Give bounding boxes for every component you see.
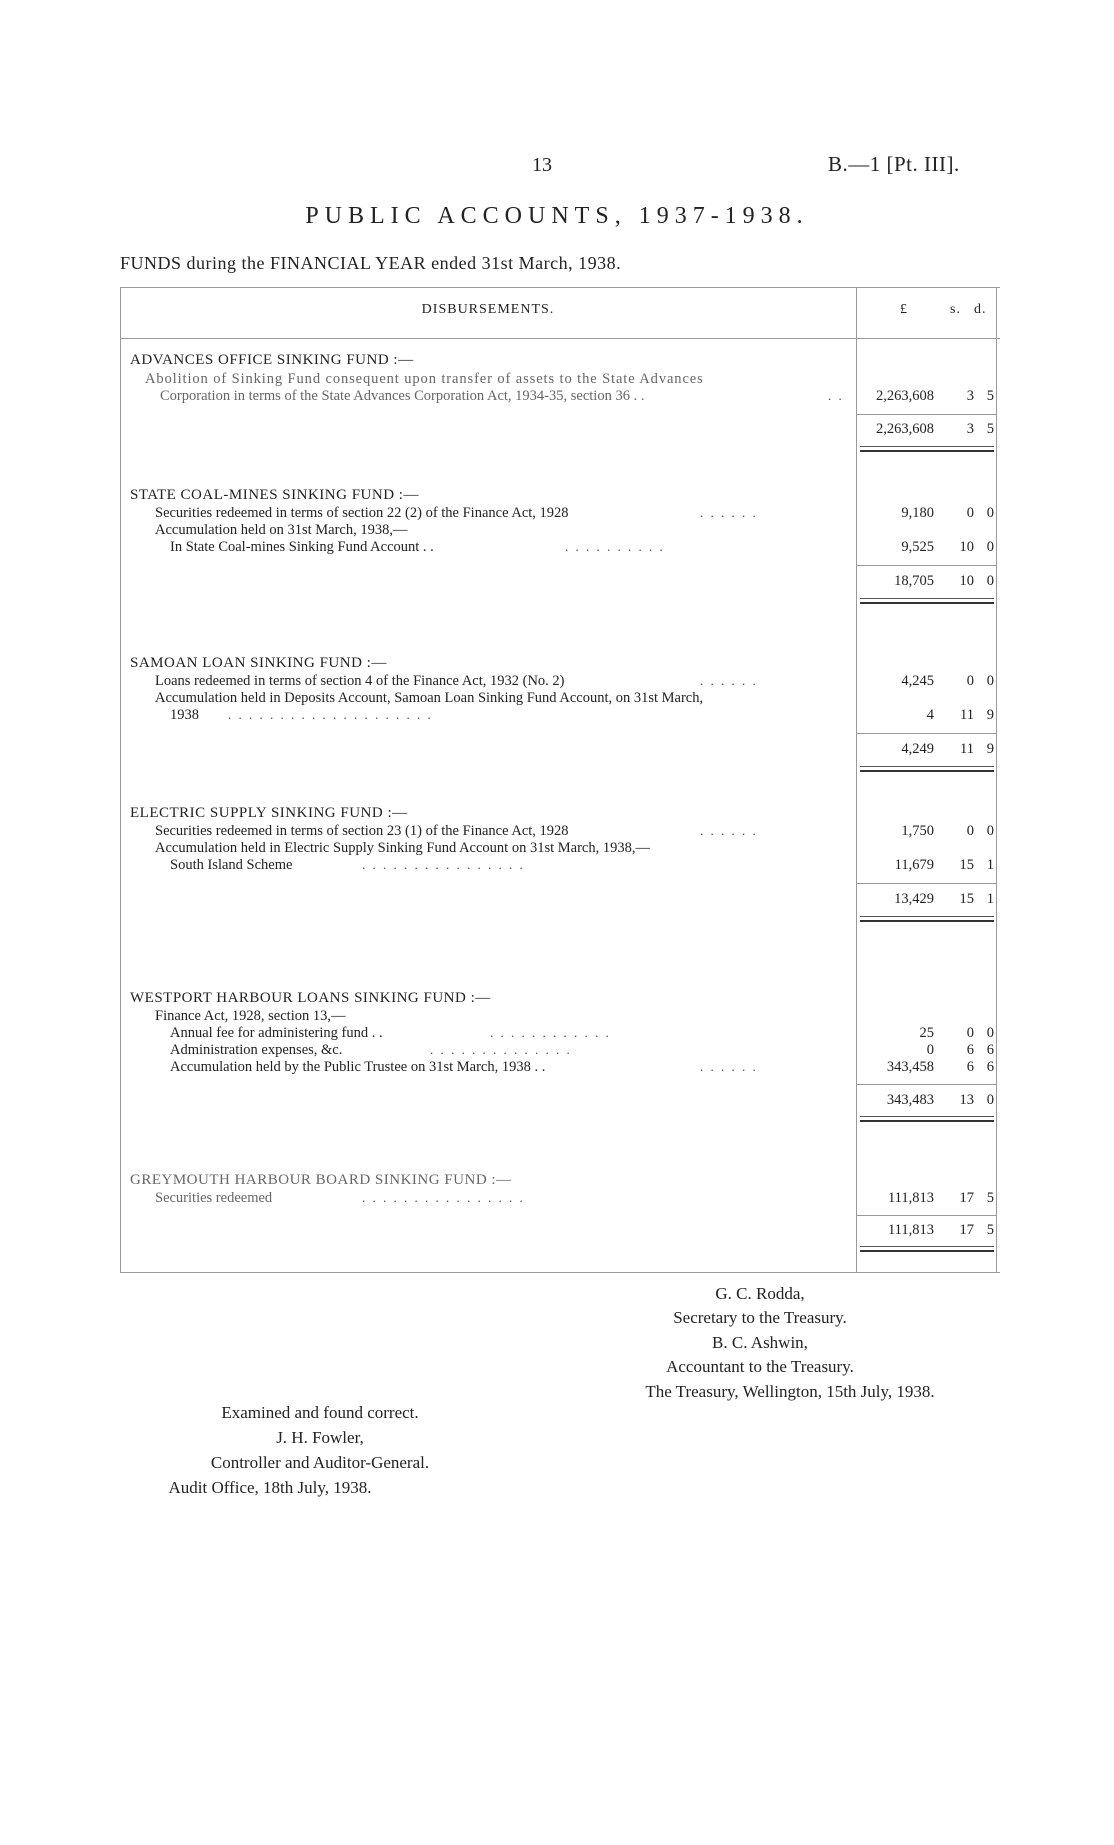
amount-pounds: 343,458 (886, 1059, 934, 1075)
total-pence: 9 (986, 741, 994, 757)
amount-shillings: 0 (966, 673, 974, 689)
signature-place-date: Audit Office, 18th July, 1938. (168, 1478, 372, 1497)
total-pounds: 343,483 (886, 1092, 934, 1108)
total-double-rule (860, 1246, 994, 1252)
amount-pence: 6 (986, 1042, 994, 1058)
amount-pence: 5 (986, 388, 994, 404)
line-text: Securities redeemed in terms of section 22 (2) of the Finance Act, 1928 (155, 505, 569, 521)
leader-dots: . . . . . . . . . . . . . . (430, 1042, 572, 1057)
signature-place-date: The Treasury, Wellington, 15th July, 1938. (645, 1382, 935, 1401)
amount-shillings: 10 (959, 539, 974, 555)
signatory-title: Secretary to the Treasury. (673, 1308, 847, 1327)
section-title: STATE COAL-MINES SINKING FUND :— (130, 487, 419, 503)
line-text: Finance Act, 1928, section 13,— (155, 1008, 346, 1024)
line-text: Securities redeemed in terms of section 23 (1) of the Finance Act, 1928 (155, 823, 569, 839)
total-pence: 1 (986, 891, 994, 907)
column-shillings-header: s. (950, 302, 961, 317)
column-pence-header: d. (974, 302, 987, 317)
amount-pence: 9 (986, 707, 994, 723)
amount-shillings: 17 (959, 1190, 974, 1206)
amount-pounds: 9,180 (901, 505, 934, 521)
total-pounds: 4,249 (901, 741, 934, 757)
table-top-rule (120, 287, 1000, 288)
leader-dots: . . . . . . (700, 505, 758, 520)
total-pounds: 111,813 (887, 1222, 934, 1238)
subtotal-rule (856, 565, 996, 566)
line-text: In State Coal-mines Sinking Fund Account . . (170, 539, 434, 555)
amount-pence: 0 (986, 1025, 994, 1041)
line-text: Securities redeemed (155, 1190, 273, 1206)
amount-shillings: 0 (966, 1025, 974, 1041)
section-title: ELECTRIC SUPPLY SINKING FUND :— (130, 805, 408, 821)
table-header-rule (120, 338, 1000, 339)
line-text: Accumulation held on 31st March, 1938,— (155, 522, 408, 538)
subtotal-rule (856, 883, 996, 884)
total-pence: 0 (986, 1092, 994, 1108)
table-column-divider (856, 287, 857, 1272)
line-text: South Island Scheme (170, 857, 293, 873)
leader-dots: . . . . . . (700, 673, 758, 688)
amount-pounds: 0 (926, 1042, 934, 1058)
line-text: Abolition of Sinking Fund consequent upon transfer of assets to the State Advances (145, 371, 704, 387)
total-pounds: 13,429 (894, 891, 934, 907)
column-pounds-header: £ (900, 302, 908, 317)
total-shillings: 17 (959, 1222, 974, 1238)
line-text: 1938 (170, 707, 199, 723)
table-right-border (996, 287, 997, 1272)
amount-pence: 0 (986, 673, 994, 689)
table-heading: DISBURSEMENTS. (421, 302, 555, 317)
signatory-name: B. C. Ashwin, (712, 1333, 808, 1352)
section-title: GREYMOUTH HARBOUR BOARD SINKING FUND :— (130, 1172, 512, 1188)
line-text: Accumulation held in Electric Supply Sinking Fund Account on 31st March, 1938,— (155, 840, 650, 856)
total-double-rule (860, 766, 994, 772)
subtotal-rule (856, 1084, 996, 1085)
amount-pence: 5 (986, 1190, 994, 1206)
leader-dots: . . . . . . (700, 823, 758, 838)
total-shillings: 10 (959, 573, 974, 589)
total-pence: 0 (986, 573, 994, 589)
line-text: Accumulation held in Deposits Account, Samoan Loan Sinking Fund Account, on 31st March, (155, 690, 704, 706)
amount-shillings: 3 (966, 388, 974, 404)
line-text: Loans redeemed in terms of section 4 of the Finance Act, 1932 (No. 2) (155, 673, 565, 689)
amount-pounds: 4 (926, 707, 934, 723)
amount-pence: 6 (986, 1059, 994, 1075)
leader-dots: . . . . . . (700, 1059, 758, 1074)
signatory-title: Controller and Auditor-General. (210, 1453, 430, 1472)
amount-pounds: 11,679 (894, 857, 934, 873)
subtotal-rule (856, 1215, 996, 1216)
leader-dots: . . . . . . . . . . . . . . . . (362, 1190, 525, 1205)
amount-pence: 1 (986, 857, 994, 873)
amount-pounds: 2,263,608 (876, 388, 934, 404)
line-text: Corporation in terms of the State Advances Corporation Act, 1934-35, section 36 . . (160, 388, 645, 404)
total-shillings: 11 (960, 741, 974, 757)
section-title: ADVANCES OFFICE SINKING FUND :— (130, 352, 414, 368)
leader-dots: . . . . . . . . . . (565, 539, 665, 554)
section-title: WESTPORT HARBOUR LOANS SINKING FUND :— (130, 990, 491, 1006)
amount-pence: 0 (986, 505, 994, 521)
amount-pounds: 25 (919, 1025, 934, 1041)
leader-dots: . . . . . . . . . . . . (490, 1025, 611, 1040)
page-number: 13 (532, 154, 552, 176)
line-text: Administration expenses, &c. (170, 1042, 343, 1058)
total-pence: 5 (986, 421, 994, 437)
subtotal-rule (856, 414, 996, 415)
line-text: Annual fee for administering fund . . (170, 1025, 383, 1041)
total-double-rule (860, 598, 994, 604)
total-shillings: 3 (966, 421, 974, 437)
total-double-rule (860, 1116, 994, 1122)
amount-pounds: 111,813 (887, 1190, 934, 1206)
amount-shillings: 6 (966, 1042, 974, 1058)
total-pounds: 2,263,608 (876, 421, 934, 437)
signatory-name: J. H. Fowler, (276, 1428, 364, 1447)
table-bottom-rule (120, 1272, 1000, 1273)
audit-statement: Examined and found correct. (221, 1403, 419, 1422)
amount-shillings: 11 (960, 707, 974, 723)
leader-dots: . . . . . . . . . . . . . . . . (362, 857, 525, 872)
table-left-border (120, 287, 121, 1272)
amount-shillings: 0 (966, 823, 974, 839)
leader-dots: . . . . . . . . . . . . . . . . . . . . (228, 707, 433, 722)
total-pounds: 18,705 (894, 573, 934, 589)
page-title: PUBLIC ACCOUNTS, 1937-1938. (305, 203, 809, 229)
amount-pounds: 9,525 (901, 539, 934, 555)
amount-shillings: 15 (959, 857, 974, 873)
section-title: SAMOAN LOAN SINKING FUND :— (130, 655, 387, 671)
total-shillings: 15 (959, 891, 974, 907)
amount-pounds: 4,245 (901, 673, 934, 689)
subtotal-rule (856, 733, 996, 734)
total-pence: 5 (986, 1222, 994, 1238)
page-subtitle: FUNDS during the FINANCIAL YEAR ended 31st March, 1938. (120, 253, 622, 273)
line-text: Accumulation held by the Public Trustee on 31st March, 1938 . . (170, 1059, 546, 1075)
signatory-title: Accountant to the Treasury. (666, 1357, 854, 1376)
amount-pounds: 1,750 (901, 823, 934, 839)
amount-shillings: 6 (966, 1059, 974, 1075)
amount-pence: 0 (986, 539, 994, 555)
amount-pence: 0 (986, 823, 994, 839)
signatory-name: G. C. Rodda, (715, 1284, 805, 1303)
total-double-rule (860, 446, 994, 452)
total-shillings: 13 (959, 1092, 974, 1108)
amount-shillings: 0 (966, 505, 974, 521)
total-double-rule (860, 916, 994, 922)
leader-dots: . . (828, 388, 844, 403)
document-reference: B.—1 [Pt. III]. (828, 152, 960, 176)
